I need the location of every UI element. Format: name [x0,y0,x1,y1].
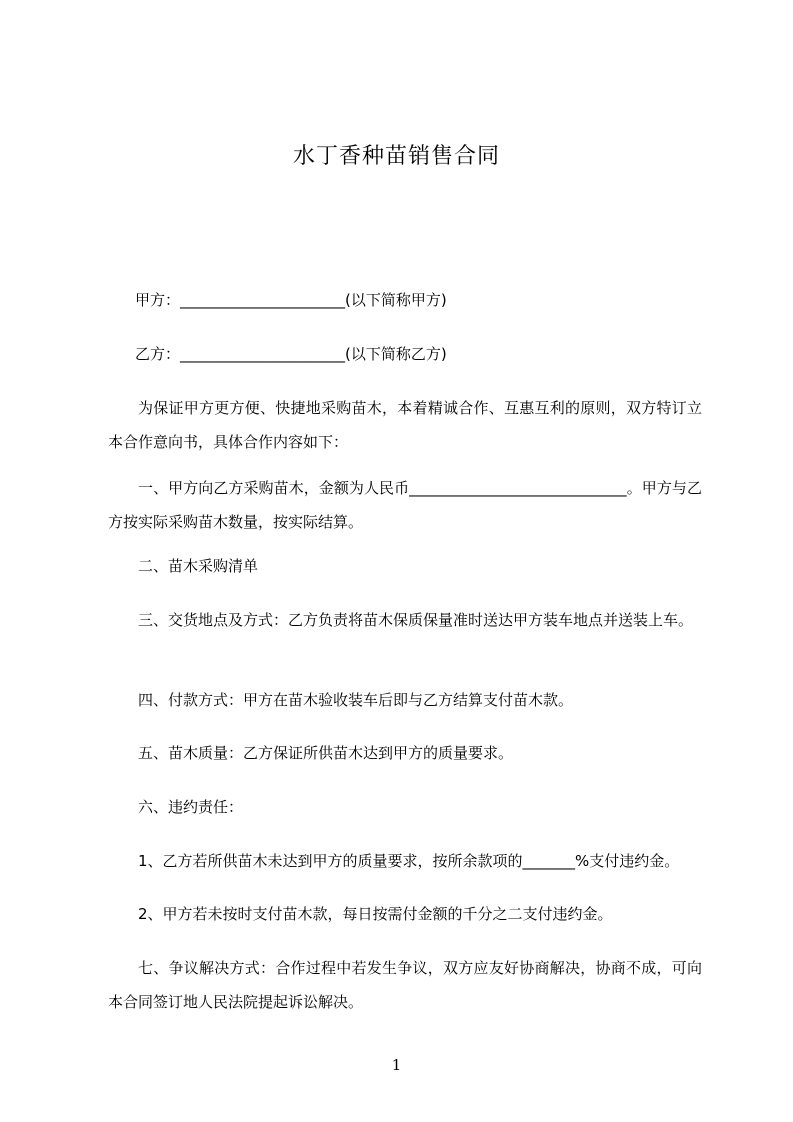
clause-3-paragraph: 三、交货地点及方式：乙方负责将苗木保质保量准时送达甲方装车地点并送装上车。 [138,611,694,629]
clause-2-heading: 二、苗木采购清单 [138,557,259,575]
clause-6-item-1: 1、乙方若所供苗木未达到甲方的质量要求，按所余款项的_______%支付违约金。 [138,852,680,870]
clause-1-paragraph: 一、甲方向乙方采购苗木，金额为人民币_____________________________。甲方与乙方按实际采购苗木数量，按实际结算。 [108,479,702,531]
party-b-line: 乙方：______________________(以下简称乙方) [135,345,447,363]
party-a-line: 甲方：______________________(以下简称甲方) [135,291,447,309]
clause-5-paragraph: 五、苗木质量：乙方保证所供苗木达到甲方的质量要求。 [138,744,514,762]
clause-6-heading: 六、违约责任： [138,798,244,816]
clause-4-paragraph: 四、付款方式：甲方在苗木验收装车后即与乙方结算支付苗木款。 [138,691,574,709]
clause-7-paragraph: 七、争议解决方式：合作过程中若发生争议，双方应友好协商解决，协商不成，可向本合同签订地人民法院提起诉讼解决。 [108,959,702,1011]
page-number: 1 [391,1056,402,1074]
intro-paragraph: 为保证甲方更方便、快捷地采购苗木，本着精诚合作、互惠互利的原则，双方特订立本合作意向书，具体合作内容如下： [108,399,702,451]
clause-6-item-2: 2、甲方若未按时支付苗木款，每日按需付金额的千分之二支付违约金。 [138,905,613,923]
document-title: 水丁香种苗销售合同 [292,144,500,169]
